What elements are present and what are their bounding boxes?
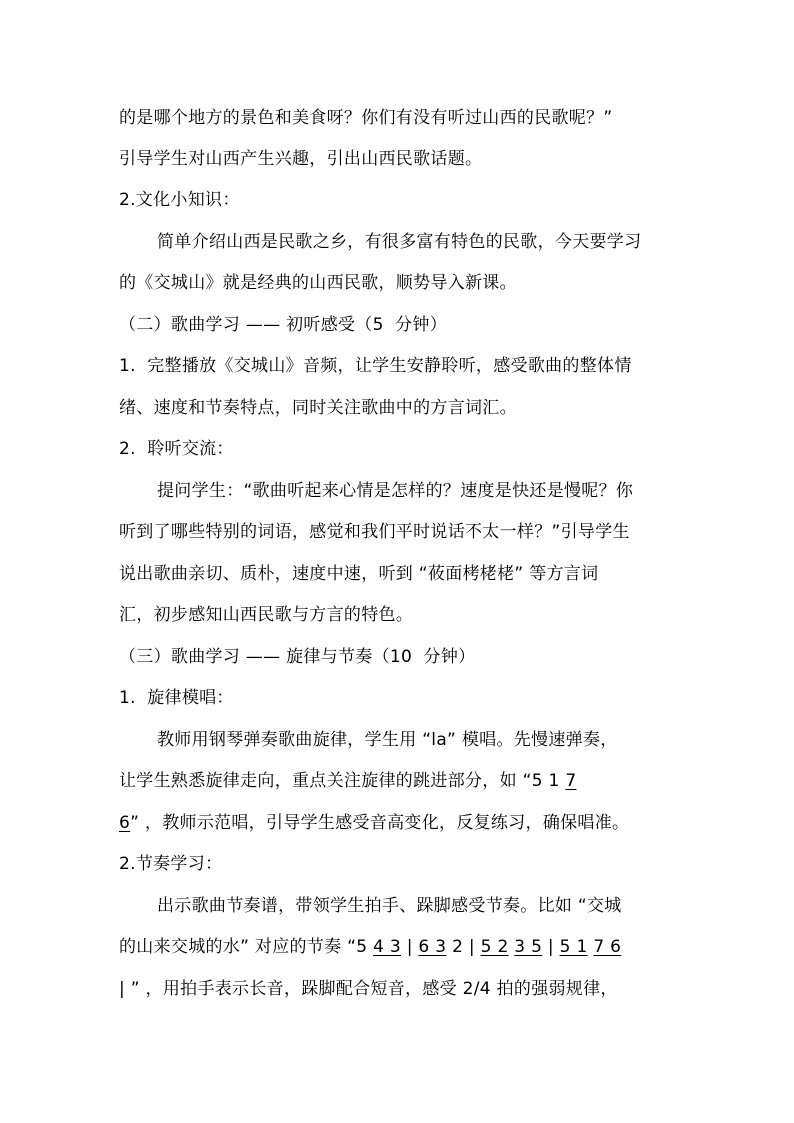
text-line (119, 769, 576, 793)
underlined-notation: 5 2 (480, 937, 509, 957)
section-heading: （三）歌曲学习 —— 旋律与节奏（10 分钟） (119, 647, 476, 667)
text-line: 1. 旋律模唱： (119, 688, 234, 708)
text-line: 汇，初步感知山西民歌与方言的特色。 (119, 605, 414, 625)
text-run: 的山来交城的水” 对应的节奏 “5 (119, 937, 374, 957)
text-run: ” ，教师示范唱，引导学生感受音高变化，反复练习，确保唱准。 (130, 813, 630, 833)
text-line: 说出歌曲亲切、质朴，速度中速，听到 “莜面栲栳栳” 等方言词 (119, 564, 599, 584)
underlined-notation: 4 3 (373, 937, 401, 957)
text-line: 教师用钢琴弹奏歌曲旋律，学生用 “la” 模唱。先慢速弹奏， (157, 730, 618, 750)
text-run: 让学生熟悉旋律走向，重点关注旋律的跳进部分，如 “5 1 (119, 771, 566, 791)
text-line: 的是哪个地方的景色和美食呀？你们有没有听过山西的民歌呢？” (119, 108, 613, 128)
text-run: 2 | (446, 937, 481, 957)
underlined-notation: 6 3 (418, 937, 447, 957)
underlined-notation: 7 (565, 771, 577, 791)
underlined-notation: 6 (119, 813, 131, 833)
text-line: 绪、速度和节奏特点，同时关注歌曲中的方言词汇。 (119, 398, 517, 418)
text-run: | (400, 937, 419, 957)
section-heading: （二）歌曲学习 —— 初听感受（5 分钟） (119, 315, 448, 335)
text-run: | (542, 937, 560, 957)
text-line: 听到了哪些特别的词语，感觉和我们平时说话不太一样？”引导学生 (119, 522, 630, 542)
underlined-notation: 5 1 (559, 937, 588, 957)
text-line: 2. 聆听交流： (119, 439, 234, 459)
text-line: 提问学生：“歌曲听起来心情是怎样的？速度是快还是慢呢？你 (157, 481, 634, 501)
text-line (119, 811, 629, 835)
underlined-notation: 7 6 (593, 937, 622, 957)
text-line: 引导学生对山西产生兴趣，引出山西民歌话题。 (119, 149, 483, 169)
underlined-notation: 3 5 (514, 937, 543, 957)
text-line: 的《交城山》就是经典的山西民歌，顺势导入新课。 (119, 273, 517, 293)
text-line (119, 935, 621, 959)
text-line: 1. 完整播放《交城山》音频，让学生安静聆听，感受歌曲的整体情 (119, 356, 632, 376)
text-line: | ” ，用拍手表示长音，跺脚配合短音，感受 2/4 拍的强弱规律， (119, 979, 618, 999)
text-line: 2.文化小知识： (119, 190, 240, 210)
text-line: 简单介绍山西是民歌之乡，有很多富有特色的民歌，今天要学习 (157, 232, 642, 252)
text-line: 2.节奏学习： (119, 854, 223, 874)
text-line: 出示歌曲节奏谱，带领学生拍手、跺脚感受节奏。比如 “交城 (157, 896, 622, 916)
